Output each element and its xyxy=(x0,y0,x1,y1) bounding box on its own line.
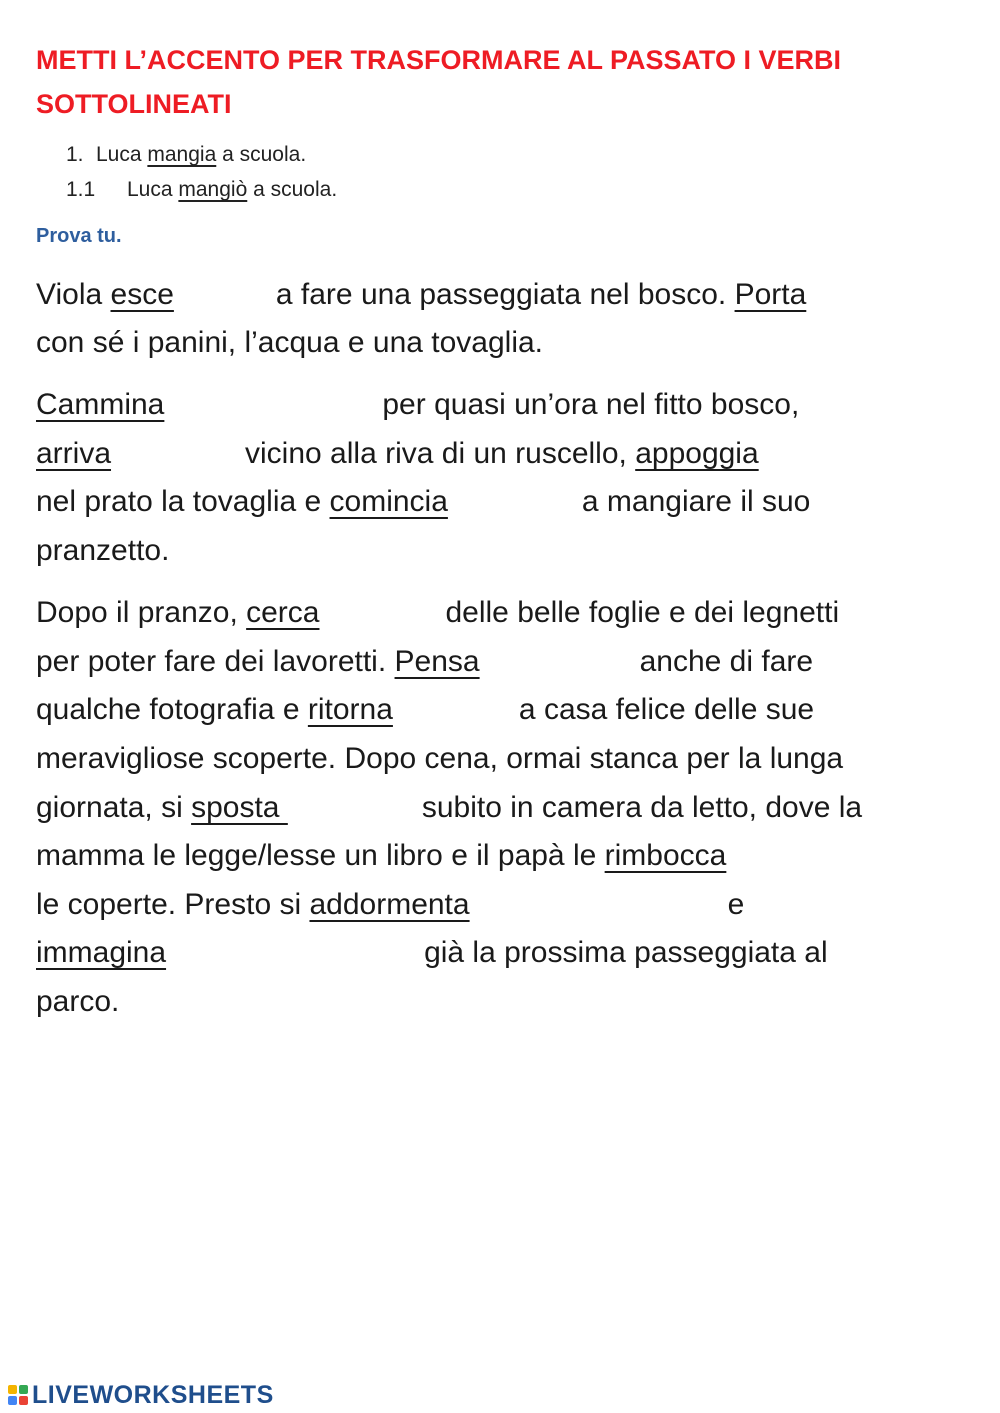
answer-input-ritorna[interactable] xyxy=(451,693,573,731)
text-span: qualche fotografia e xyxy=(36,693,308,726)
example-verb: mangiò xyxy=(178,178,248,201)
underlined-verb: cerca xyxy=(246,596,320,629)
text-span: a mangiare il suo xyxy=(581,485,811,518)
page-title: METTI L’ACCENTO PER TRASFORMARE AL PASSATO I VERBI SOTTOLINEATI xyxy=(36,45,842,119)
text-span: mamma le legge/lesse un libro e il papà le xyxy=(36,839,605,872)
text-span: Dopo il pranzo, xyxy=(36,596,247,629)
text-span: per poter fare dei lavoretti. xyxy=(36,645,395,678)
example-number: 1. xyxy=(66,143,84,166)
text-span: subito in camera da letto, dove la xyxy=(421,791,863,824)
underlined-verb: comincia xyxy=(329,485,448,518)
text-line xyxy=(36,482,810,522)
example-verb: mangia xyxy=(147,143,217,166)
example-text: a scuola. xyxy=(247,178,338,201)
underlined-verb: appoggia xyxy=(635,437,759,470)
prova-label: Prova tu. xyxy=(36,225,122,247)
text-span: con sé i panini, l’acqua e una tovaglia. xyxy=(36,326,544,359)
example-text: Luca xyxy=(96,143,148,166)
footer-brand[interactable] xyxy=(8,1380,274,1410)
underlined-verb: immagina xyxy=(36,936,167,969)
example-line-2 xyxy=(66,175,337,205)
text-span: le coperte. Presto si xyxy=(36,888,310,921)
underlined-verb: Cammina xyxy=(36,388,165,421)
answer-input-pensa[interactable] xyxy=(545,645,699,683)
answer-input-sposta[interactable] xyxy=(320,791,448,829)
text-line xyxy=(36,739,843,779)
text-line xyxy=(36,385,799,425)
text-line xyxy=(36,788,862,828)
underlined-verb: arriva xyxy=(36,437,112,470)
text-line xyxy=(36,323,543,363)
text-span: a fare una passeggiata nel bosco. xyxy=(275,278,735,311)
example-text: Luca xyxy=(127,178,179,201)
text-span: delle belle foglie e dei legnetti xyxy=(445,596,840,629)
text-span: giornata, si xyxy=(36,791,192,824)
text-span: pranzetto. xyxy=(36,534,170,567)
text-span: e xyxy=(727,888,745,921)
answer-input-addormenta[interactable] xyxy=(530,888,784,926)
underlined-verb: Porta xyxy=(734,278,807,311)
example-line-1 xyxy=(66,140,306,170)
underlined-verb: addormenta xyxy=(309,888,470,921)
liveworksheets-logo-icon xyxy=(8,1385,28,1405)
text-line xyxy=(36,836,726,876)
answer-input-comincia[interactable] xyxy=(505,485,635,523)
answer-input-cerca[interactable] xyxy=(354,596,476,634)
text-line xyxy=(36,275,806,315)
text-span: a casa felice delle sue xyxy=(518,693,815,726)
text-line xyxy=(36,531,169,571)
text-span: Viola xyxy=(36,278,111,311)
underlined-verb: rimbocca xyxy=(604,839,727,872)
example-text: a scuola. xyxy=(216,143,307,166)
underlined-verb: esce xyxy=(110,278,174,311)
underlined-verb: Pensa xyxy=(394,645,480,678)
answer-input-arriva[interactable] xyxy=(125,437,255,475)
text-span: meravigliose scoperte. Dopo cena, ormai stanca per la lunga xyxy=(36,742,844,775)
text-span: nel prato la tovaglia e xyxy=(36,485,330,518)
text-span: anche di fare xyxy=(639,645,814,678)
text-line xyxy=(36,982,119,1022)
underlined-verb: ritorna xyxy=(307,693,393,726)
text-span: vicino alla riva di un ruscello, xyxy=(245,437,636,470)
example-number: 1.1 xyxy=(66,178,96,201)
answer-input-esce[interactable] xyxy=(188,278,286,316)
text-span: parco. xyxy=(36,985,120,1018)
text-span: per quasi un’ora nel fitto bosco, xyxy=(382,388,800,421)
underlined-verb: sposta xyxy=(191,791,288,824)
answer-input-immagina[interactable] xyxy=(186,936,440,974)
text-line xyxy=(36,690,814,730)
answer-input-cammina[interactable] xyxy=(180,388,394,426)
brand-name: LIVEWORKSHEETS xyxy=(32,1380,274,1409)
text-span: già la prossima passeggiata al xyxy=(424,936,828,969)
